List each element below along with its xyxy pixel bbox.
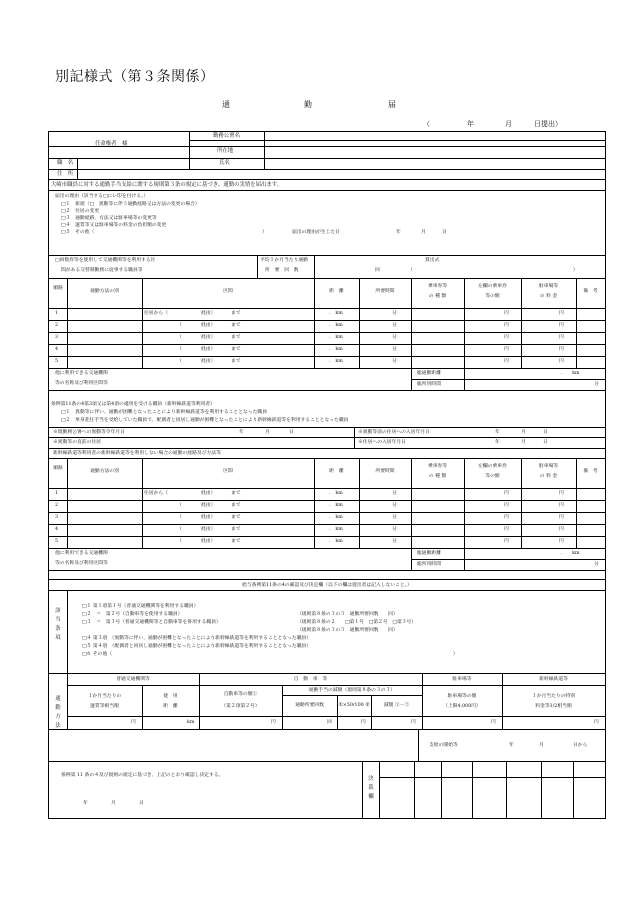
col-parking: 駐車場等 <box>452 677 472 682</box>
route2-row-2-yen2: 円 <box>559 503 564 508</box>
doc-title-char-3: 届 <box>388 100 396 109</box>
route2-row-4-yen: 円 <box>504 527 509 532</box>
current-residence-label: ※住居への入居年月日 <box>358 440 406 445</box>
start-year: 年 <box>509 743 514 748</box>
residence-date-year: 年 <box>495 430 500 435</box>
route1-row-2-km: . km <box>329 323 343 328</box>
route2-row-2-to: まで <box>231 503 241 508</box>
decision-item-2: □２ 〃 第２号（自動車等を使用する職員） <box>82 612 183 617</box>
office-name-label: 勤務公署名 <box>213 133 240 139</box>
avg-label-1: □回数券等を使用して交通機関等を利用する区 <box>55 258 156 263</box>
submit-date-open: （ <box>423 120 430 128</box>
col-monthly-2: 運賃等相当額 <box>90 704 119 709</box>
route2-row-3-yen: 円 <box>504 515 509 520</box>
route2-row-5-no: 5 <box>55 539 59 544</box>
route2-header-park1: 駐車場等 <box>538 464 559 469</box>
reason-item-1: □１ 新規（□ 異動等に伴う通勤経路又は方法の変更の場合） <box>61 202 200 207</box>
route1-total-time-unit: 分 <box>594 382 599 387</box>
reason-heading: 届出の理由（該当する□にレ印を付ける。） <box>55 194 149 199</box>
col-car-amount-2: （第２項第２号） <box>221 704 260 709</box>
reason-item-5: □５ その他（ <box>61 230 95 235</box>
route1-row-5-yen2: 円 <box>559 359 564 364</box>
current-residence-day: 日 <box>543 440 548 445</box>
route2-row-3-via: 経由） <box>201 515 216 520</box>
route1-row-4-via: 経由） <box>201 347 216 352</box>
route1-row-5-no: 5 <box>55 359 59 364</box>
route1-total-dist-label: 総通勤距離 <box>417 371 441 376</box>
route1-header-distance: 距 離 <box>329 289 344 294</box>
unit-parking-yen: 円 <box>491 720 496 725</box>
route1-row-3-via: 経由） <box>201 335 216 340</box>
shinkansen-heading: 条例第11条の4第3項又は第4項の適用を受ける職員（新幹線鉄道等利用者） <box>51 402 215 407</box>
avg-times: 回 <box>375 268 380 273</box>
transfer-date-year: 年 <box>239 430 244 435</box>
route1-row-4-no: 4 <box>55 347 59 352</box>
route2-row-3-no: 3 <box>55 515 59 520</box>
reason-date-year: 年 <box>396 230 401 235</box>
route1-row-4-to: まで <box>231 347 241 352</box>
route1-row-1-no: 1 <box>55 311 59 316</box>
shinkansen-item-1: □１ 異動等に伴い、通勤が困難となったことにより新幹線鉄道等を利用することとなった職員 <box>61 410 268 415</box>
route2-row-2-km: . km <box>329 503 343 508</box>
unit-shinkansen-yen: 円 <box>594 720 599 725</box>
route2-row-4-to: まで <box>231 527 241 532</box>
route1-row-3-min: 分 <box>392 335 397 340</box>
route2-header-fare2: 等の額 <box>485 474 500 479</box>
avg-trips-label-1: 平均１か月当たり通勤 <box>260 258 308 263</box>
route2-row-4-min: 分 <box>392 527 397 532</box>
route2-row-5-to: まで <box>231 539 241 544</box>
route1-header-time: 所要時間 <box>375 289 395 294</box>
confirm-month: 月 <box>111 801 116 806</box>
shinkansen-item-2: □２ 単身赴任手当を受給していた職員で、配偶者と同居し通勤が困難となったことにより新幹線鉄道等を利用することとなった職員 <box>61 418 349 423</box>
route2-row-1-yen: 円 <box>504 491 509 496</box>
reason-item-3: □３ 通勤経路、方法又は駐車場等の変更等 <box>61 216 157 221</box>
route2-header-ride1: 乗車券等 <box>427 464 448 469</box>
route2-header-method: 通勤方法の別 <box>90 469 119 474</box>
start-from: 日から <box>573 743 588 748</box>
confirm-day: 日 <box>139 801 144 806</box>
col-formula: ①×50/100 ② <box>338 703 370 708</box>
route2-row-2-min: 分 <box>392 503 397 508</box>
route1-row-1-to: まで <box>231 311 241 316</box>
route2-row-3-to: まで <box>231 515 241 520</box>
transfer-date-label: ※現勤務公署への異動等令年月日 <box>53 430 125 435</box>
prev-residence-label: ※異動等の直前の住居 <box>53 440 101 445</box>
route2-row-3-from: （ <box>177 515 182 520</box>
decision-other-close: ） <box>453 652 458 657</box>
current-residence-month: 月 <box>521 440 526 445</box>
avg-paren-close: ） <box>573 268 578 273</box>
route2-row-4-yen2: 円 <box>559 527 564 532</box>
route2-row-1-via: 経由） <box>201 491 216 496</box>
route2-row-3-min: 分 <box>392 515 397 520</box>
route2-other-1: 他に利用できる交通機関 <box>55 551 108 556</box>
col-shinkansen: 新幹線鉄道等 <box>539 677 568 682</box>
route2-row-3-km: . km <box>329 515 343 520</box>
route1-row-5-km: . km <box>329 359 343 364</box>
route2-row-5-from: （ <box>177 539 182 544</box>
route1-header-fare1: 左欄の乗車券 <box>478 284 507 289</box>
route1-header-ride1: 乗車券等 <box>427 284 448 289</box>
route1-row-3-yen2: 円 <box>559 335 564 340</box>
route1-header-park1: 駐車場等 <box>538 284 559 289</box>
route2-row-1-to: まで <box>231 491 241 496</box>
route1-row-4-yen: 円 <box>504 347 509 352</box>
route1-row-2-from: （ <box>177 323 182 328</box>
col-car: 自 動 車 等 <box>293 677 328 682</box>
residence-date-label: ※異動等前の住居への入居年月日 <box>358 430 430 435</box>
route1-row-3-from: （ <box>177 335 182 340</box>
route2-header-park2: の 料 金 <box>539 474 558 479</box>
route2-header-order: 順路 <box>53 466 63 471</box>
route2-row-5-km: . km <box>329 539 343 544</box>
decision-heading: 給与条例第11条の4の確認及び決定欄（以下の欄は提出者は記入しないこと。） <box>242 583 412 588</box>
route2-row-4-via: 経由） <box>201 527 216 532</box>
col-car-amount-1: 自動車等の額① <box>223 692 258 697</box>
reason-date-day: 日 <box>442 230 447 235</box>
route1-row-2-yen: 円 <box>504 323 509 328</box>
route1-row-2-yen2: 円 <box>559 323 564 328</box>
avg-trips-label-2: 所 要 回 数 <box>265 268 299 273</box>
route1-row-1-from: 住居から（ <box>144 311 168 316</box>
route2-row-4-km: . km <box>329 527 343 532</box>
route2-total-dist-label: 総通勤距離 <box>417 551 441 556</box>
decision-rule-3a: （規則第８条の２ □第１号 □第２号 □第３号） <box>297 620 417 625</box>
route1-header-park2: の 料 金 <box>539 294 558 299</box>
route1-header-ride2: の 種 類 <box>428 294 447 299</box>
unit-distance-km: km <box>187 720 195 725</box>
col-days: 通勤所要回数 <box>295 703 324 708</box>
route1-row-1-min: 分 <box>392 311 397 316</box>
avg-label-2: 間がある交替制勤務に従事する職員等 <box>61 268 143 273</box>
method-side-label: 通勤方法 <box>55 696 61 729</box>
shinkansen-route-heading: 新幹線鉄道等利用者の新幹線鉄道等を利用しない場合の通勤の経路及び方法等 <box>53 451 221 456</box>
submit-date-month: 月 <box>505 120 512 128</box>
route1-row-4-km: . km <box>329 347 343 352</box>
route2-row-2-from: （ <box>177 503 182 508</box>
col-use-dist-1: 使 用 <box>163 694 178 699</box>
route1-row-2-to: まで <box>231 323 241 328</box>
transfer-date-month: 月 <box>265 430 270 435</box>
unit-days: 回 <box>327 720 332 725</box>
intro-text: 大崎市職員に対する通勤手当支給に関する規則第３条の規定に基づき、通勤の実情を届出ます。 <box>51 182 283 188</box>
residence-date-month: 月 <box>521 430 526 435</box>
col-special-2: 料金等1/2相当額 <box>535 704 572 709</box>
route1-header-method: 通勤方法の別 <box>90 289 119 294</box>
decision-rule-2: （規則第８条の３の３ 通勤所要回数 回） <box>297 612 398 617</box>
col-use-dist-2: 距 離 <box>163 704 178 709</box>
addressee: 任命権者 様 <box>95 141 128 147</box>
location-label: 所在地 <box>217 148 234 154</box>
decision-item-1: □１ 第１項第１号（普通交通機関等を利用する職員） <box>82 604 199 609</box>
calc-label: 算出式 <box>425 258 440 263</box>
transfer-date-day: 日 <box>289 430 294 435</box>
route2-row-4-no: 4 <box>55 527 59 532</box>
route1-row-5-to: まで <box>231 359 241 364</box>
route1-row-4-from: （ <box>177 347 182 352</box>
route1-row-3-yen: 円 <box>504 335 509 340</box>
approval-label: 決裁欄 <box>368 776 374 800</box>
confirm-text: 条例第 11 条の４及び規則の規定に基づき、上記のとおり確認し決定する。 <box>61 773 224 778</box>
route2-header-remarks: 備 考 <box>583 469 598 474</box>
avg-paren-open: （ <box>408 268 413 273</box>
route2-row-2-via: 経由） <box>201 503 216 508</box>
unit-reduced-yen: 円 <box>411 720 416 725</box>
col-reduced: 減額 ①－② <box>383 703 410 708</box>
route2-header-distance: 距 離 <box>329 469 344 474</box>
unit-formula-yen: 円 <box>361 720 366 725</box>
name-label: 氏名 <box>219 160 230 166</box>
route2-row-5-min: 分 <box>392 539 397 544</box>
unit-car-yen: 円 <box>271 720 276 725</box>
col-monthly-1: １か月当たりの <box>87 694 122 699</box>
unit-public-yen: 円 <box>131 720 136 725</box>
col-special-1: １か月当たりの特別 <box>531 694 576 699</box>
decision-item-6: □６ その他（ <box>82 652 113 657</box>
route1-row-5-yen: 円 <box>504 359 509 364</box>
route2-row-1-km: . km <box>329 491 343 496</box>
decision-item-4: □４ 第３項 （異動等に伴い、通勤が困難となったことにより新幹線鉄道等を利用することとなった職員） <box>82 636 312 641</box>
start-month: 月 <box>539 743 544 748</box>
confirm-year: 年 <box>83 801 88 806</box>
notification-form <box>48 131 606 819</box>
route2-row-1-yen2: 円 <box>559 491 564 496</box>
route1-row-3-km: . km <box>329 335 343 340</box>
route1-row-2-via: 経由） <box>201 323 216 328</box>
col-public: 普通交通機関等 <box>116 677 150 682</box>
route1-header-remarks: 備 考 <box>583 289 598 294</box>
route2-row-5-yen2: 円 <box>559 539 564 544</box>
route2-row-4-from: （ <box>177 527 182 532</box>
submit-date-year: 年 <box>467 120 474 128</box>
doc-title-char-2: 勤 <box>304 100 312 109</box>
route1-row-4-yen2: 円 <box>559 347 564 352</box>
route2-row-5-yen: 円 <box>504 539 509 544</box>
route2-header-time: 所要時間 <box>375 469 395 474</box>
route2-row-3-yen2: 円 <box>559 515 564 520</box>
route1-other-2: 等の名称及び利用区間等 <box>55 381 108 386</box>
route1-header-order: 順路 <box>53 286 63 291</box>
form-title: 別記様式（第３条関係） <box>55 69 215 85</box>
route2-total-time-unit: 分 <box>594 562 599 567</box>
decision-item-5: □５ 第４項 （配偶者と同居し通勤が困難となったことにより新幹線鉄道等を利用することとなった職員） <box>82 644 312 649</box>
reason-date-month: 月 <box>421 230 426 235</box>
route2-row-1-min: 分 <box>392 491 397 496</box>
reason-item-4: □４ 運賃等又は駐車場等の料金の負担額の変更 <box>61 223 167 228</box>
decision-item-3: □３ 〃 第３号（普通交通機関等と自動車等を併用する職員） <box>82 620 221 625</box>
route2-row-1-from: 住居から（ <box>144 491 168 496</box>
route1-header-section: 区間 <box>223 289 233 294</box>
route2-total-time-label: 総所用時間 <box>417 562 441 567</box>
col-parking-amount-1: 駐車場等の額 <box>447 694 477 699</box>
route1-row-2-min: 分 <box>392 323 397 328</box>
submit-date-suffix: 日提出） <box>534 120 562 128</box>
route1-total-dist-unit: . km <box>561 371 580 376</box>
start-label: 支給の開始等 <box>429 743 458 748</box>
route1-row-1-via: 経由） <box>201 311 216 316</box>
route2-header-ride2: の 種 類 <box>428 474 447 479</box>
doc-title-char-1: 通 <box>222 100 230 109</box>
position-label: 職 名 <box>57 160 74 166</box>
route2-header-fare1: 左欄の乗車券 <box>478 464 507 469</box>
route1-row-5-via: 経由） <box>201 359 216 364</box>
reason-item-2: □２ 住居の変更 <box>61 209 100 214</box>
route1-total-time-label: 総所用時間 <box>417 382 441 387</box>
route2-row-5-via: 経由） <box>201 539 216 544</box>
route1-other-1: 他に利用できる交通機関 <box>55 371 108 376</box>
col-parking-amount-2: （上限4,000円） <box>443 704 481 709</box>
route1-row-2-no: 2 <box>55 323 59 328</box>
route1-row-1-yen2: 円 <box>559 311 564 316</box>
route1-row-5-min: 分 <box>392 359 397 364</box>
route1-row-5-from: （ <box>177 359 182 364</box>
route2-header-section: 区間 <box>223 469 233 474</box>
address-label: 住 所 <box>57 171 74 177</box>
decision-rule-3b: （規則第８条の３の３ 通勤所要回数 回） <box>297 628 398 633</box>
col-reduction: 通勤手当の減額（規則第８条の３の３） <box>308 688 396 693</box>
reason-other-close: ） <box>262 230 267 235</box>
reason-date-label: 届出の理由が生じた日 <box>292 230 340 235</box>
route2-total-dist-unit: . km <box>561 551 580 556</box>
route2-other-2: 等の名称及び利用区間等 <box>55 561 108 566</box>
route1-row-4-min: 分 <box>392 347 397 352</box>
route1-row-1-yen: 円 <box>504 311 509 316</box>
route1-header-fare2: 等の額 <box>485 294 500 299</box>
route1-row-3-no: 3 <box>55 335 59 340</box>
decision-side-label: 該当条項 <box>55 608 61 641</box>
residence-date-day: 日 <box>543 430 548 435</box>
route1-row-3-to: まで <box>231 335 241 340</box>
current-residence-year: 年 <box>495 440 500 445</box>
route2-row-2-no: 2 <box>55 503 59 508</box>
route2-row-2-yen: 円 <box>504 503 509 508</box>
route1-row-1-km: . km <box>329 311 343 316</box>
route2-row-1-no: 1 <box>55 491 59 496</box>
